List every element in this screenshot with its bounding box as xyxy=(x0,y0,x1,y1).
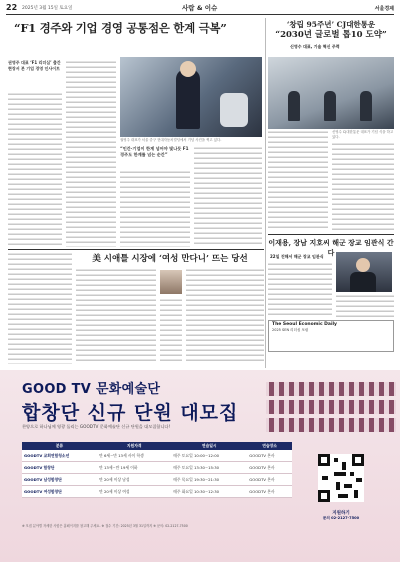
table-header-cell: 분류 xyxy=(22,442,97,450)
table-cell: GOODTV 본사 xyxy=(247,450,292,462)
main-photo-caption: 권영주 대표가 서울 중구 현대자동차빌딩에서 기념 사진을 찍고 있다. xyxy=(120,138,222,142)
table-cell: 매주 화요일 10:30~12:30 xyxy=(171,486,247,498)
qr-finder xyxy=(318,490,330,502)
table-cell: 만 13세~만 19세 이하 xyxy=(97,462,171,474)
right-article-body-2 xyxy=(336,294,394,317)
ad-tagline: 찬양으로 하나님께 영광 돌리는 GOODTV 문화예술단 신규 단원을 대모집합니다! xyxy=(22,424,171,429)
main-pull-text: “인간·기업이 한계 넘어야 빛나듯 F1 경주도 한계를 넘는 순간” xyxy=(120,146,189,157)
side-body-column-2 xyxy=(332,142,394,230)
middle-left-sidebar xyxy=(8,252,72,364)
event-box-title: The Seoul Economic Daily xyxy=(272,322,337,327)
side-headline-line-1: ‘창립 95주년’ CJ대한통운 xyxy=(286,20,376,29)
issue-date: 2025년 3월 15일 토요일 xyxy=(22,6,73,11)
side-headline-line-2: “2030년 글로벌 톱10 도약” xyxy=(275,30,387,40)
table-cell: 만 20세 이상 여성 xyxy=(97,486,171,498)
choir-row xyxy=(266,418,396,432)
event-box-subtitle: 2025 SEN 리더십 포럼 xyxy=(272,327,309,332)
table-cell: 만 6세~만 13세 사이 학생 xyxy=(97,450,171,462)
ad-brand-line: GOOD TV 문화예술단 xyxy=(22,382,161,397)
person-head xyxy=(356,258,370,272)
table-cell: 매주 토요일 10:00~12:00 xyxy=(171,450,247,462)
middle-article-photo xyxy=(160,270,182,294)
right-article-photo xyxy=(336,252,392,292)
table-cell: GOODTV 본사 xyxy=(247,474,292,486)
page-header xyxy=(6,2,394,15)
choir-row xyxy=(266,382,396,396)
person-figure xyxy=(360,91,372,121)
table-cell: 만 20세 이상 남성 xyxy=(97,474,171,486)
side-body-column-1 xyxy=(268,130,328,230)
main-body-column-2 xyxy=(66,60,116,247)
event-box xyxy=(268,320,394,352)
table-cell: GOODTV 여성합창단 xyxy=(22,486,97,498)
table-header-row xyxy=(22,442,292,450)
right-article-headline: 이재용, 장남 지호씨 해군 장교 임관식 간다 xyxy=(268,238,394,257)
table-row xyxy=(22,474,292,486)
middle-top-divider xyxy=(8,249,264,250)
middle-body-column-1 xyxy=(76,268,156,364)
table-row xyxy=(22,450,292,462)
qr-finder xyxy=(318,454,330,466)
side-article-photo xyxy=(268,57,394,129)
ad-notes: ※ 모집 분야별 자세한 사항은 홈페이지를 참고해 주세요. ※ 접수 기간: 2025년 3월 31일까지 ※ 문의: 02-2127-7500 xyxy=(22,524,188,528)
qr-label-text: 지원하기 xyxy=(332,511,350,516)
main-subhead xyxy=(8,60,68,90)
qr-label xyxy=(300,510,382,521)
right-article-body-1 xyxy=(268,262,332,317)
person-figure xyxy=(176,69,200,129)
table-row xyxy=(22,486,292,498)
table-header-cell: 연습일시 xyxy=(171,442,247,450)
qr-finder xyxy=(352,454,364,466)
section-title: 사람 & 이슈 xyxy=(182,4,218,12)
main-subhead-line-2: 현장서 본 기업 경영 인사이트 xyxy=(8,65,60,71)
person-body xyxy=(350,272,376,292)
person-figure xyxy=(324,91,336,121)
right-article-sidebar-title: 22일 진해서 해군 장교 임관식 xyxy=(270,254,324,259)
publication-name: 서울경제 xyxy=(374,6,394,12)
ad-title-line: 합창단 신규 단원 대모집 xyxy=(22,402,239,424)
middle-body-column-3 xyxy=(160,298,182,364)
middle-headline: 美 시애틀 시장에 ‘여성 만다니’ 뜨는 당선 xyxy=(92,254,248,264)
table-cell: GOODTV 교회연합청소년 xyxy=(22,450,97,462)
person-head xyxy=(180,61,196,77)
column-divider xyxy=(265,18,266,368)
table-cell: 매주 토요일 13:30~15:30 xyxy=(171,462,247,474)
side-photo-caption: 신영수 CJ대한통운 대표가 기념 식을 하고 있다. xyxy=(332,130,394,139)
main-body-column-1 xyxy=(8,92,62,247)
choir-row xyxy=(266,400,396,414)
main-article-photo xyxy=(120,57,262,137)
main-body-column-3 xyxy=(120,170,190,247)
ad-phone: 문의 02-2127-7500 xyxy=(322,516,360,520)
middle-body-column-2 xyxy=(186,268,264,364)
table-cell: GOODTV 남성합창단 xyxy=(22,474,97,486)
table-cell: GOODTV 합창단 xyxy=(22,462,97,474)
table-cell: 매주 목요일 19:30~21:30 xyxy=(171,474,247,486)
table-header-cell: 지원자격 xyxy=(97,442,171,450)
side-divider xyxy=(268,234,394,235)
table-header-cell: 연습장소 xyxy=(247,442,292,450)
side-headline xyxy=(268,20,394,40)
person-figure xyxy=(288,91,300,121)
main-subhead-line-1: 권영주 대표 ‘F1 리더십’ 출간 xyxy=(8,60,61,65)
table-cell: GOODTV 본사 xyxy=(247,486,292,498)
page-number: 22 xyxy=(6,3,18,12)
choir-photo xyxy=(266,378,396,438)
main-body-column-4 xyxy=(194,146,262,247)
table-cell: GOODTV 본사 xyxy=(247,462,292,474)
table-row xyxy=(22,462,292,474)
side-subhead: 신영수 대표, 기술 혁신 주력 xyxy=(290,44,340,49)
advertisement xyxy=(0,370,400,562)
qr-code[interactable] xyxy=(318,454,364,502)
helmet-object xyxy=(220,93,248,127)
audition-table xyxy=(22,442,292,498)
main-headline: “F1 경주와 기업 경영 공통점은 한계 극복” xyxy=(14,21,227,35)
